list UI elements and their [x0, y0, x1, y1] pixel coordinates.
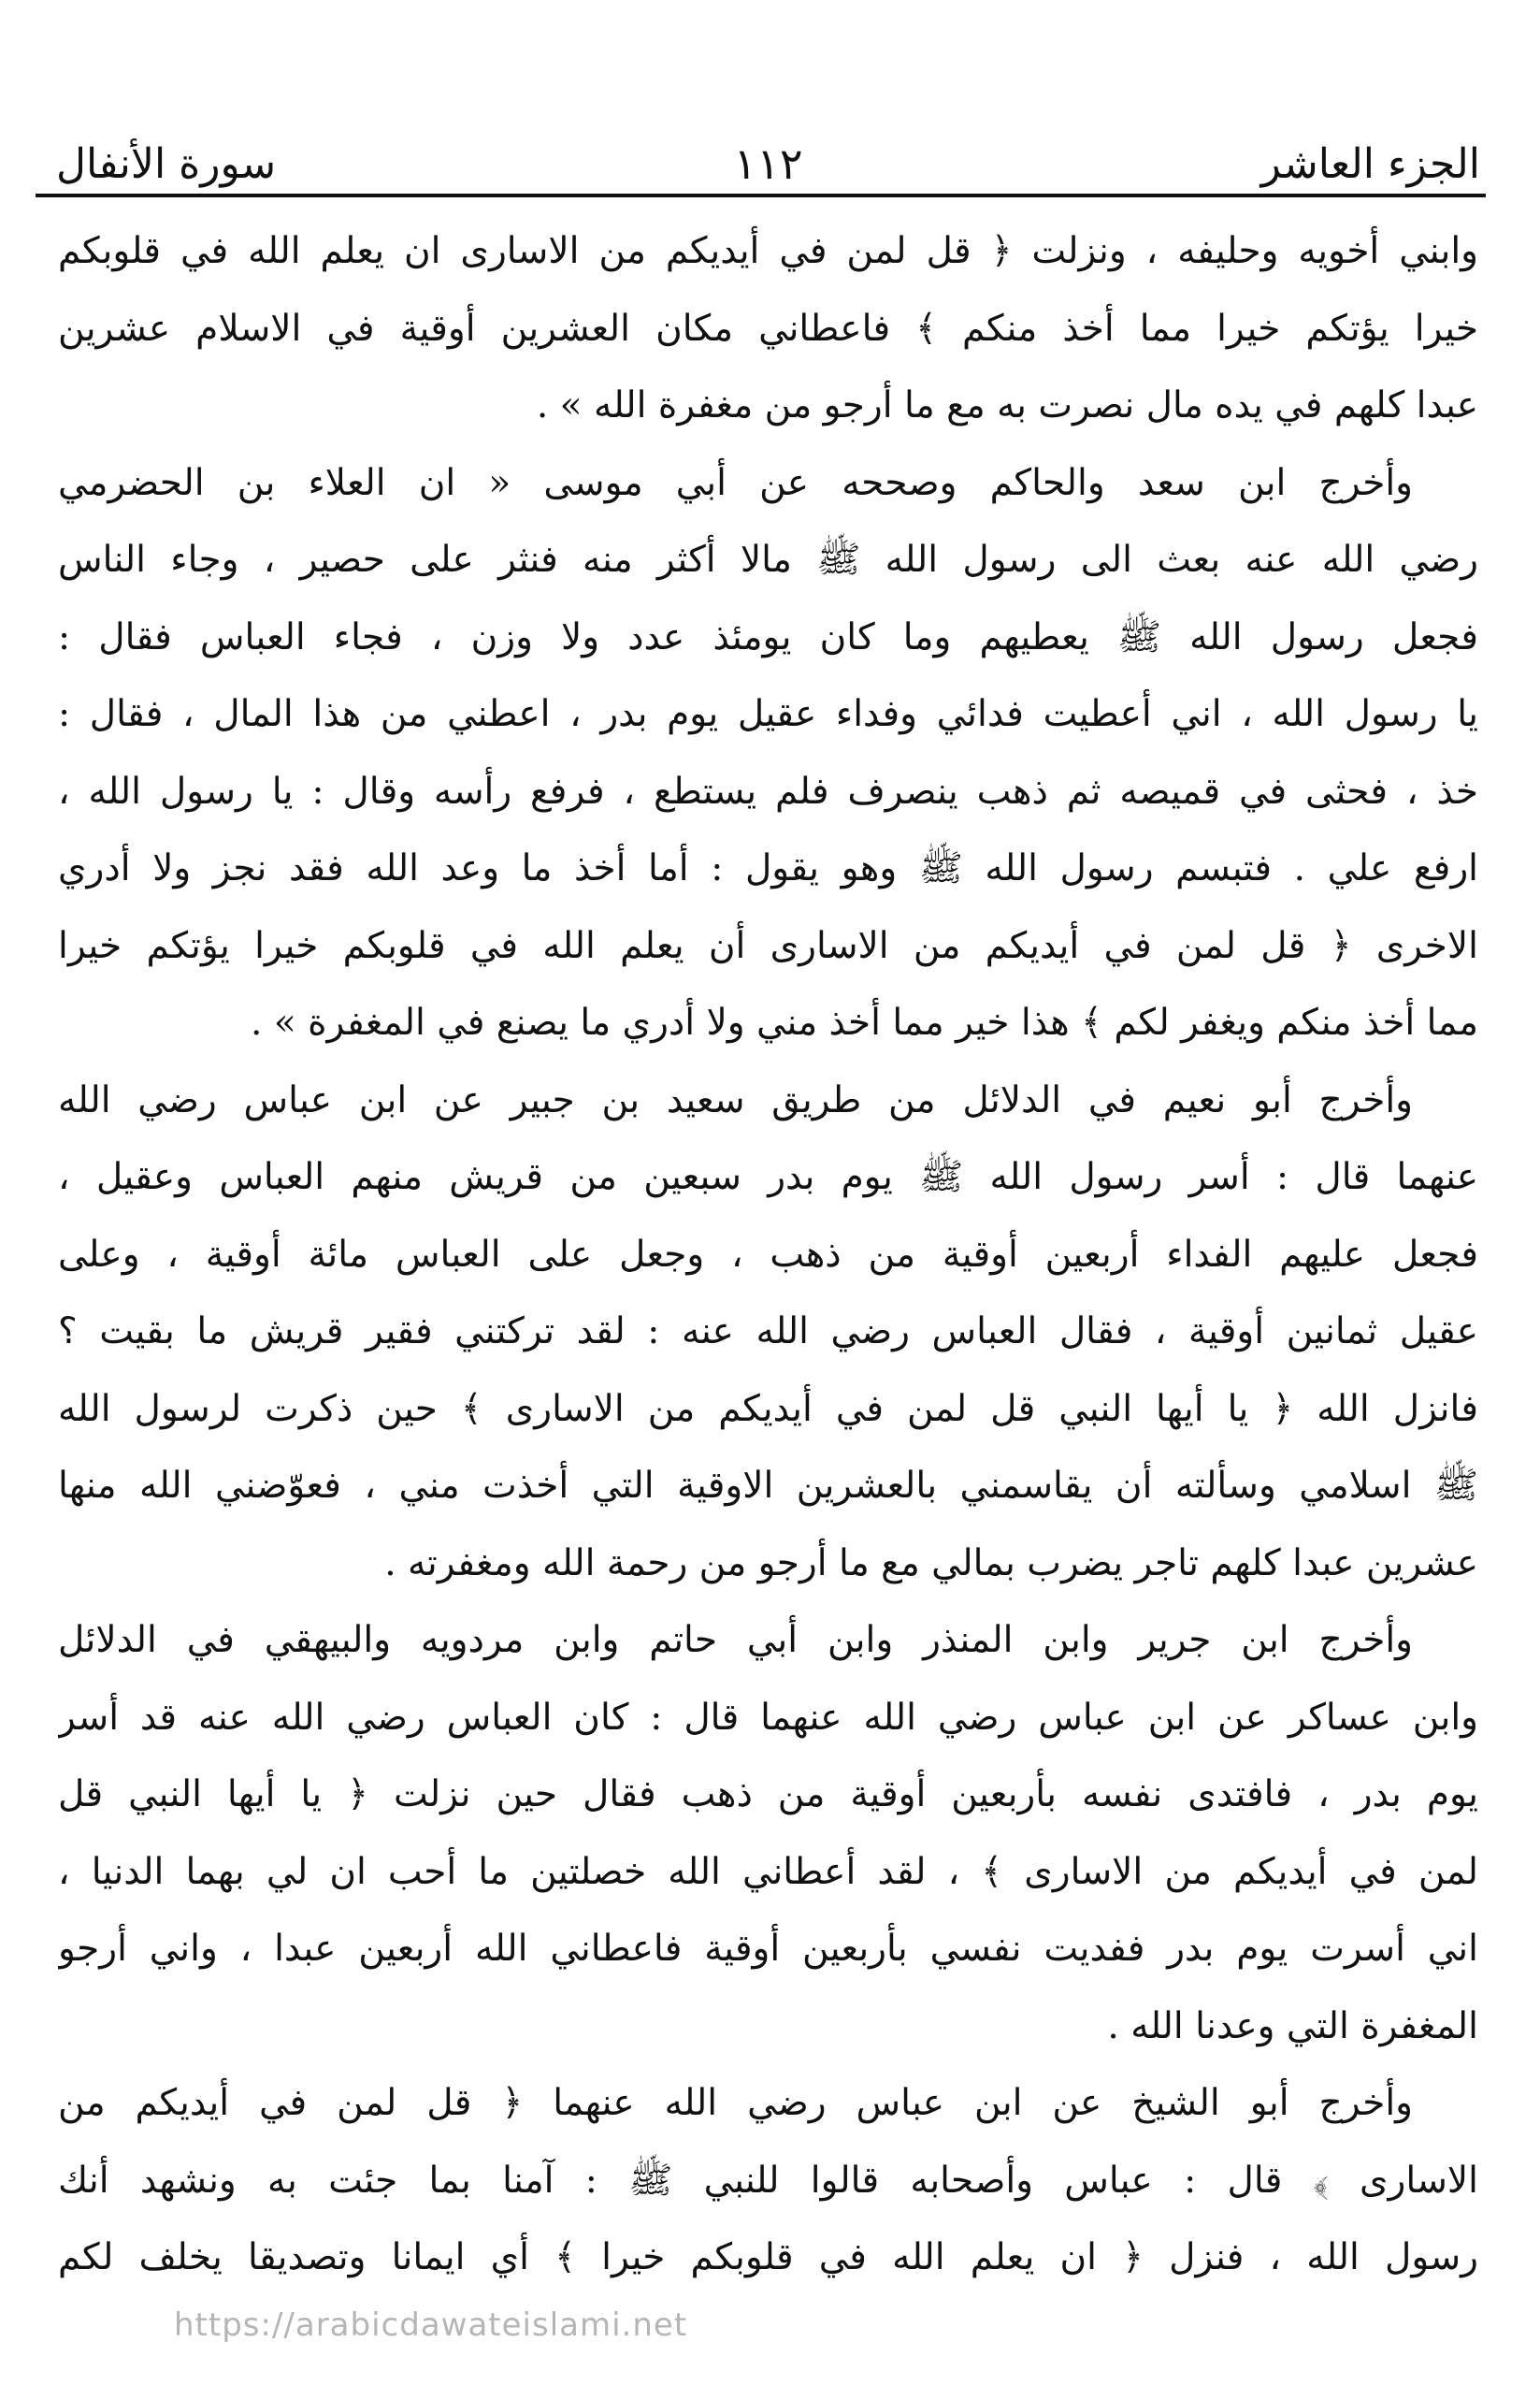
text-line: فجعل رسول الله ﷺ يعطيهم وما كان يومئذ عدد ولا وزن ، فجاء العباس فقال :: [58, 615, 1478, 658]
text-line: مما أخذ منكم ويغفر لكم ﴾ هذا خير مما أخذ مني ولا أدري ما يصنع في المغفرة » .: [251, 1002, 1478, 1044]
text-line: لمن في أيديكم من الاسارى ﴾ ، لقد أعطاني الله خصلتين ما أحب ان لي بهما الدنيا ،: [58, 1850, 1478, 1893]
text-line: عبدا كلهم في يده مال نصرت به مع ما أرجو من مغفرة الله » .: [536, 384, 1478, 426]
header-surah-label: سورة الأنفال: [56, 140, 277, 188]
text-line: وأخرج أبو نعيم في الدلائل من طريق سعيد بن جبير عن ابن عباس رضي الله: [58, 1078, 1413, 1121]
text-line: الاخرى ﴿ قل لمن في أيديكم من الاسارى أن يعلم الله في قلوبكم خيرا يؤتكم خيرا: [58, 924, 1478, 967]
header-part-label: الجزء العاشر: [1260, 140, 1480, 188]
page-number: ١١٢: [733, 138, 803, 189]
header-divider: [36, 194, 1486, 197]
text-line: الاسارى ﴾ قال : عباس وأصحابه قالوا للنبي ﷺ : آمنا بما جئت به ونشهد أنك: [58, 2159, 1478, 2202]
text-line: عشرين عبدا كلهم تاجر يضرب بمالي مع ما أرجو من رحمة الله ومغفرته .: [384, 1541, 1478, 1584]
text-line: خذ ، فحثى في قميصه ثم ذهب ينصرف فلم يستطع ، فرفع رأسه وقال : يا رسول الله ،: [58, 770, 1478, 813]
text-line: يا رسول الله ، اني أعطيت فدائي وفداء عقيل يوم بدر ، اعطني من هذا المال ، فقال :: [58, 693, 1478, 735]
body-text: [58, 213, 1478, 2297]
text-line: المغفرة التي وعدنا الله .: [1107, 2004, 1478, 2047]
text-line: فجعل عليهم الفداء أربعين أوقية من ذهب ، وجعل على العباس مائة أوقية ، وعلى: [58, 1233, 1478, 1276]
text-line: ارفع علي . فتبسم رسول الله ﷺ وهو يقول : أما أخذ ما وعد الله فقد نجز ولا أدري: [58, 847, 1478, 889]
text-line: خيرا يؤتكم خيرا مما أخذ منكم ﴾ فاعطاني مكان العشرين أوقية في الاسلام عشرين: [58, 307, 1478, 350]
text-line: وأخرج أبو الشيخ عن ابن عباس رضي الله عنهما ﴿ قل لمن في أيديكم من: [58, 2082, 1413, 2124]
text-line: وابن عساكر عن ابن عباس رضي الله عنهما قال : كان العباس رضي الله عنه قد أسر: [58, 1696, 1478, 1739]
text-line: عنهما قال : أسر رسول الله ﷺ يوم بدر سبعين من قريش منهم العباس وعقيل ،: [58, 1156, 1478, 1198]
text-line: اني أسرت يوم بدر ففديت نفسي بأربعين أوقية فاعطاني الله أربعين عبدا ، واني أرجو: [58, 1928, 1478, 1970]
text-line: عقيل ثمانين أوقية ، فقال العباس رضي الله عنه : لقد تركتني فقير قريش ما بقيت ؟: [58, 1310, 1478, 1352]
page-header: [56, 101, 1480, 189]
text-line: وأخرج ابن سعد والحاكم وصححه عن أبي موسى « ان العلاء بن الحضرمي: [58, 461, 1413, 504]
text-line: فانزل الله ﴿ يا أيها النبي قل لمن في أيديكم من الاسارى ﴾ حين ذكرت لرسول الله: [58, 1387, 1478, 1430]
text-line: وأخرج ابن جرير وابن المنذر وابن أبي حاتم وابن مردويه والبيهقي في الدلائل: [58, 1619, 1413, 1661]
text-line: وابني أخويه وحليفه ، ونزلت ﴿ قل لمن في أيديكم من الاسارى ان يعلم الله في قلوبكم: [58, 230, 1478, 272]
text-line: يوم بدر ، فافتدى نفسه بأربعين أوقية من ذهب فقال حين نزلت ﴿ يا أيها النبي قل: [58, 1773, 1478, 1815]
text-line: ﷺ اسلامي وسألته أن يقاسمني بالعشرين الاوقية التي أخذت مني ، فعوّضني الله منها: [58, 1465, 1478, 1507]
watermark-url: https://arabicdawateislami.net: [174, 2306, 688, 2344]
text-line: رسول الله ، فنزل ﴿ ان يعلم الله في قلوبكم خيرا ﴾ أي ايمانا وتصديقا يخلف لكم: [58, 2236, 1478, 2278]
text-line: رضي الله عنه بعث الى رسول الله ﷺ مالا أكثر منه فنثر على حصير ، وجاء الناس: [58, 539, 1478, 581]
